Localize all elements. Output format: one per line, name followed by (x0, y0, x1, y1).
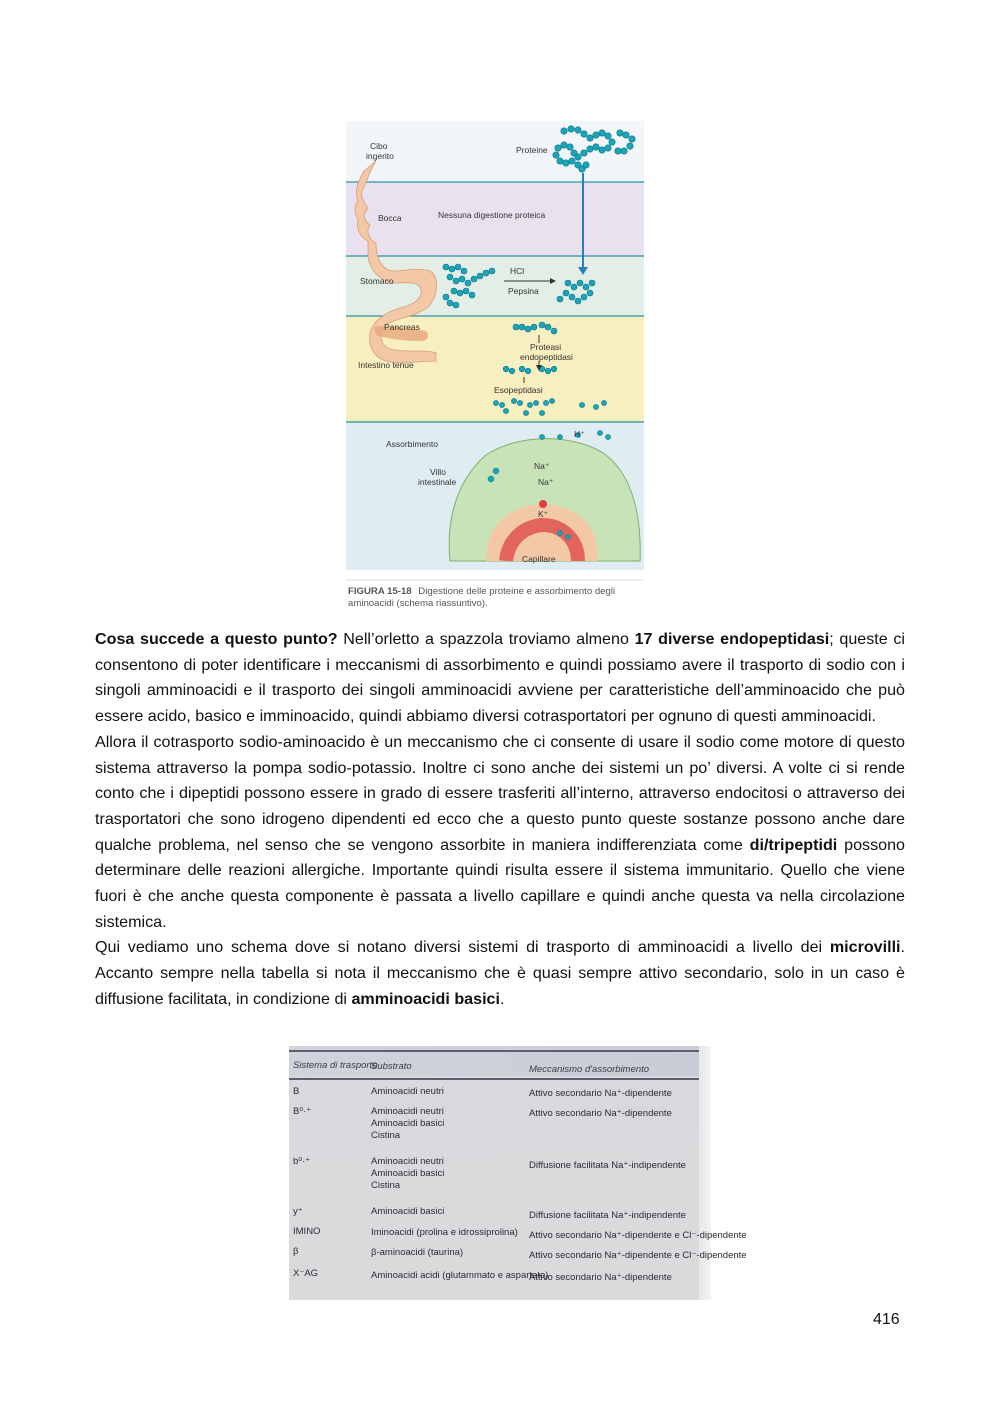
row-4-substrate: Aminoacidi basici (371, 1206, 445, 1217)
row-1-system: B (293, 1086, 300, 1097)
row-6-mechanism: Attivo secondario Na⁺-dipendente e Cl⁻-dipendente (529, 1250, 747, 1261)
page-number: 416 (873, 1311, 900, 1328)
row-3-substrate-3: Cistina (371, 1180, 401, 1191)
label-villo-1: Villo (430, 467, 446, 477)
label-k: K⁺ (538, 509, 549, 519)
paragraph-1 (95, 627, 905, 730)
figure-svg (346, 121, 644, 619)
paragraph-3 (95, 935, 905, 1012)
row-2-mechanism: Attivo secondario Na⁺-dipendente (529, 1108, 672, 1119)
table-header-mechanism: Meccanismo d'assorbimento (529, 1064, 650, 1075)
row-5-substrate: Iminoacidi (prolina e idrossiprolina) (371, 1227, 518, 1238)
row-4-system: y⁺ (293, 1206, 303, 1217)
row-2-substrate-3: Cistina (371, 1130, 401, 1141)
p2-bold-tripeptidi: di/tripeptidi (749, 835, 838, 854)
row-3-substrate-2: Aminoacidi basici (371, 1168, 445, 1179)
label-capillare: Capillare (522, 554, 556, 564)
label-stomaco: Stomaco (360, 276, 394, 286)
label-bocca: Bocca (378, 213, 402, 223)
svg-text:FIGURA 15-18 Digestione de (348, 586, 615, 597)
label-cibo-2: ingerito (366, 151, 394, 161)
figure-caption-label: FIGURA 15-18 (348, 586, 412, 597)
row-6-system: β (293, 1246, 299, 1257)
row-1-mechanism: Attivo secondario Na⁺-dipendente (529, 1088, 672, 1099)
label-na-1: Na⁺ (534, 461, 550, 471)
p1-text-b: ; queste ci consentono di poter identificare i meccanismi di assorbimento e quindi possiamo avere il trasporto di sodio con i singoli amminoacidi e il trasporto dei singoli amminoacidi avviene per caratteristiche dell’amminoacido che può essere acido, basico e imminoacido, quindi abbiamo diversi cotrasportatori per ognuno di questi amminoacidi. (95, 630, 905, 726)
row-2-system: B⁰·⁺ (293, 1106, 312, 1117)
label-proteasi-2: endopeptidasi (520, 352, 573, 362)
figure-caption-line2: aminoacidi (schema riassuntivo). (348, 598, 488, 609)
row-2-substrate-2: Aminoacidi basici (371, 1118, 445, 1129)
p3-text-c: . (499, 989, 505, 1008)
lead-question: Cosa succede a questo punto? (95, 630, 338, 648)
row-3-mechanism: Diffusione facilitata Na⁺-indipendente (529, 1160, 686, 1171)
label-proteasi-1: Proteasi (530, 342, 562, 352)
paragraph-2 (95, 730, 905, 936)
row-5-system: IMINO (293, 1226, 321, 1237)
p3-bold-microvilli: microvilli (829, 938, 901, 957)
row-3-system: b⁰·⁺ (293, 1156, 311, 1167)
row-5-mechanism: Attivo secondario Na⁺-dipendente e Cl⁻-dipendente (529, 1230, 747, 1241)
p3-bold-basici: amminoacidi basici (351, 989, 500, 1008)
table-header-substrate: Substrato (371, 1061, 412, 1072)
label-hcl: HCl (510, 266, 525, 276)
row-7-system: X⁻AG (293, 1268, 319, 1279)
table-header-system: Sistema di trasporto (293, 1060, 378, 1071)
transport-systems-table (289, 1046, 747, 1300)
body-text (95, 627, 905, 1013)
band-stomach (346, 256, 644, 316)
label-na-2: Na⁺ (538, 477, 554, 487)
p2-text-b: possono determinare delle reazioni allergiche. Importante quindi risulta essere il sistema immunitario. Quello che viene fuori è che anche questa componente è passata a livello capillare e quindi anche questa va nella circolazione sistemica. (95, 835, 905, 931)
row-7-substrate: Aminoacidi acidi (glutammato e aspartato) (371, 1270, 549, 1281)
label-esopeptidasi: Esopeptidasi (494, 385, 543, 395)
p3-text-a: Qui vediamo uno schema dove si notano diversi sistemi di trasporto di amminoacidi a livello dei (95, 938, 830, 957)
p1-text-a: Nell’orletto a spazzola troviamo almeno (337, 630, 635, 648)
label-villo-2: intestinale (418, 477, 457, 487)
p2-text-a: Allora il cotrasporto sodio-aminoacido è un meccanismo che ci consente di usare il sodio come motore di questo sistema attraverso la pompa sodio-potassio. Inoltre ci sono anche dei sistemi un po’ diversi. A volte ci si rende conto che i dipeptidi possono essere in grado di essere trasferiti all’interno, attraverso endocitosi o attraverso dei trasportatori che sono idrogeno dipendenti ed ecco che a questo punto queste sostanze possono anche dare qualche problema, nel senso che se vengono assorbite in maniera indifferenziata come (95, 732, 905, 854)
figure-caption-line1: Digestione delle proteine e assorbimento degli (418, 586, 616, 597)
label-proteine: Proteine (516, 145, 548, 155)
label-pancreas: Pancreas (384, 322, 420, 332)
label-cibo-1: Cibo (370, 141, 388, 151)
label-nessuna: Nessuna digestione proteica (438, 210, 546, 220)
label-intestino: Intestino tenue (358, 360, 414, 370)
row-1-substrate: Aminoacidi neutri (371, 1086, 444, 1097)
p1-bold-endopeptidasi: 17 diverse endopeptidasi (634, 630, 830, 648)
protein-digestion-figure (346, 121, 644, 619)
row-6-substrate: β-aminoacidi (taurina) (371, 1247, 464, 1258)
row-2-substrate-1: Aminoacidi neutri (371, 1106, 444, 1117)
label-pepsina: Pepsina (508, 286, 539, 296)
row-3-substrate-1: Aminoacidi neutri (371, 1156, 444, 1167)
label-h: H⁺ (574, 429, 585, 439)
row-4-mechanism: Diffusione facilitata Na⁺-indipendente (529, 1210, 686, 1221)
row-7-mechanism: Attivo secondario Na⁺-dipendente (529, 1272, 672, 1283)
p3-text-b: . Accanto sempre nella tabella si nota il meccanismo che è quasi sempre attivo secondario, solo in un caso è diffusione facilitata, in condizione di (95, 938, 905, 1008)
label-assorbimento: Assorbimento (386, 439, 438, 449)
